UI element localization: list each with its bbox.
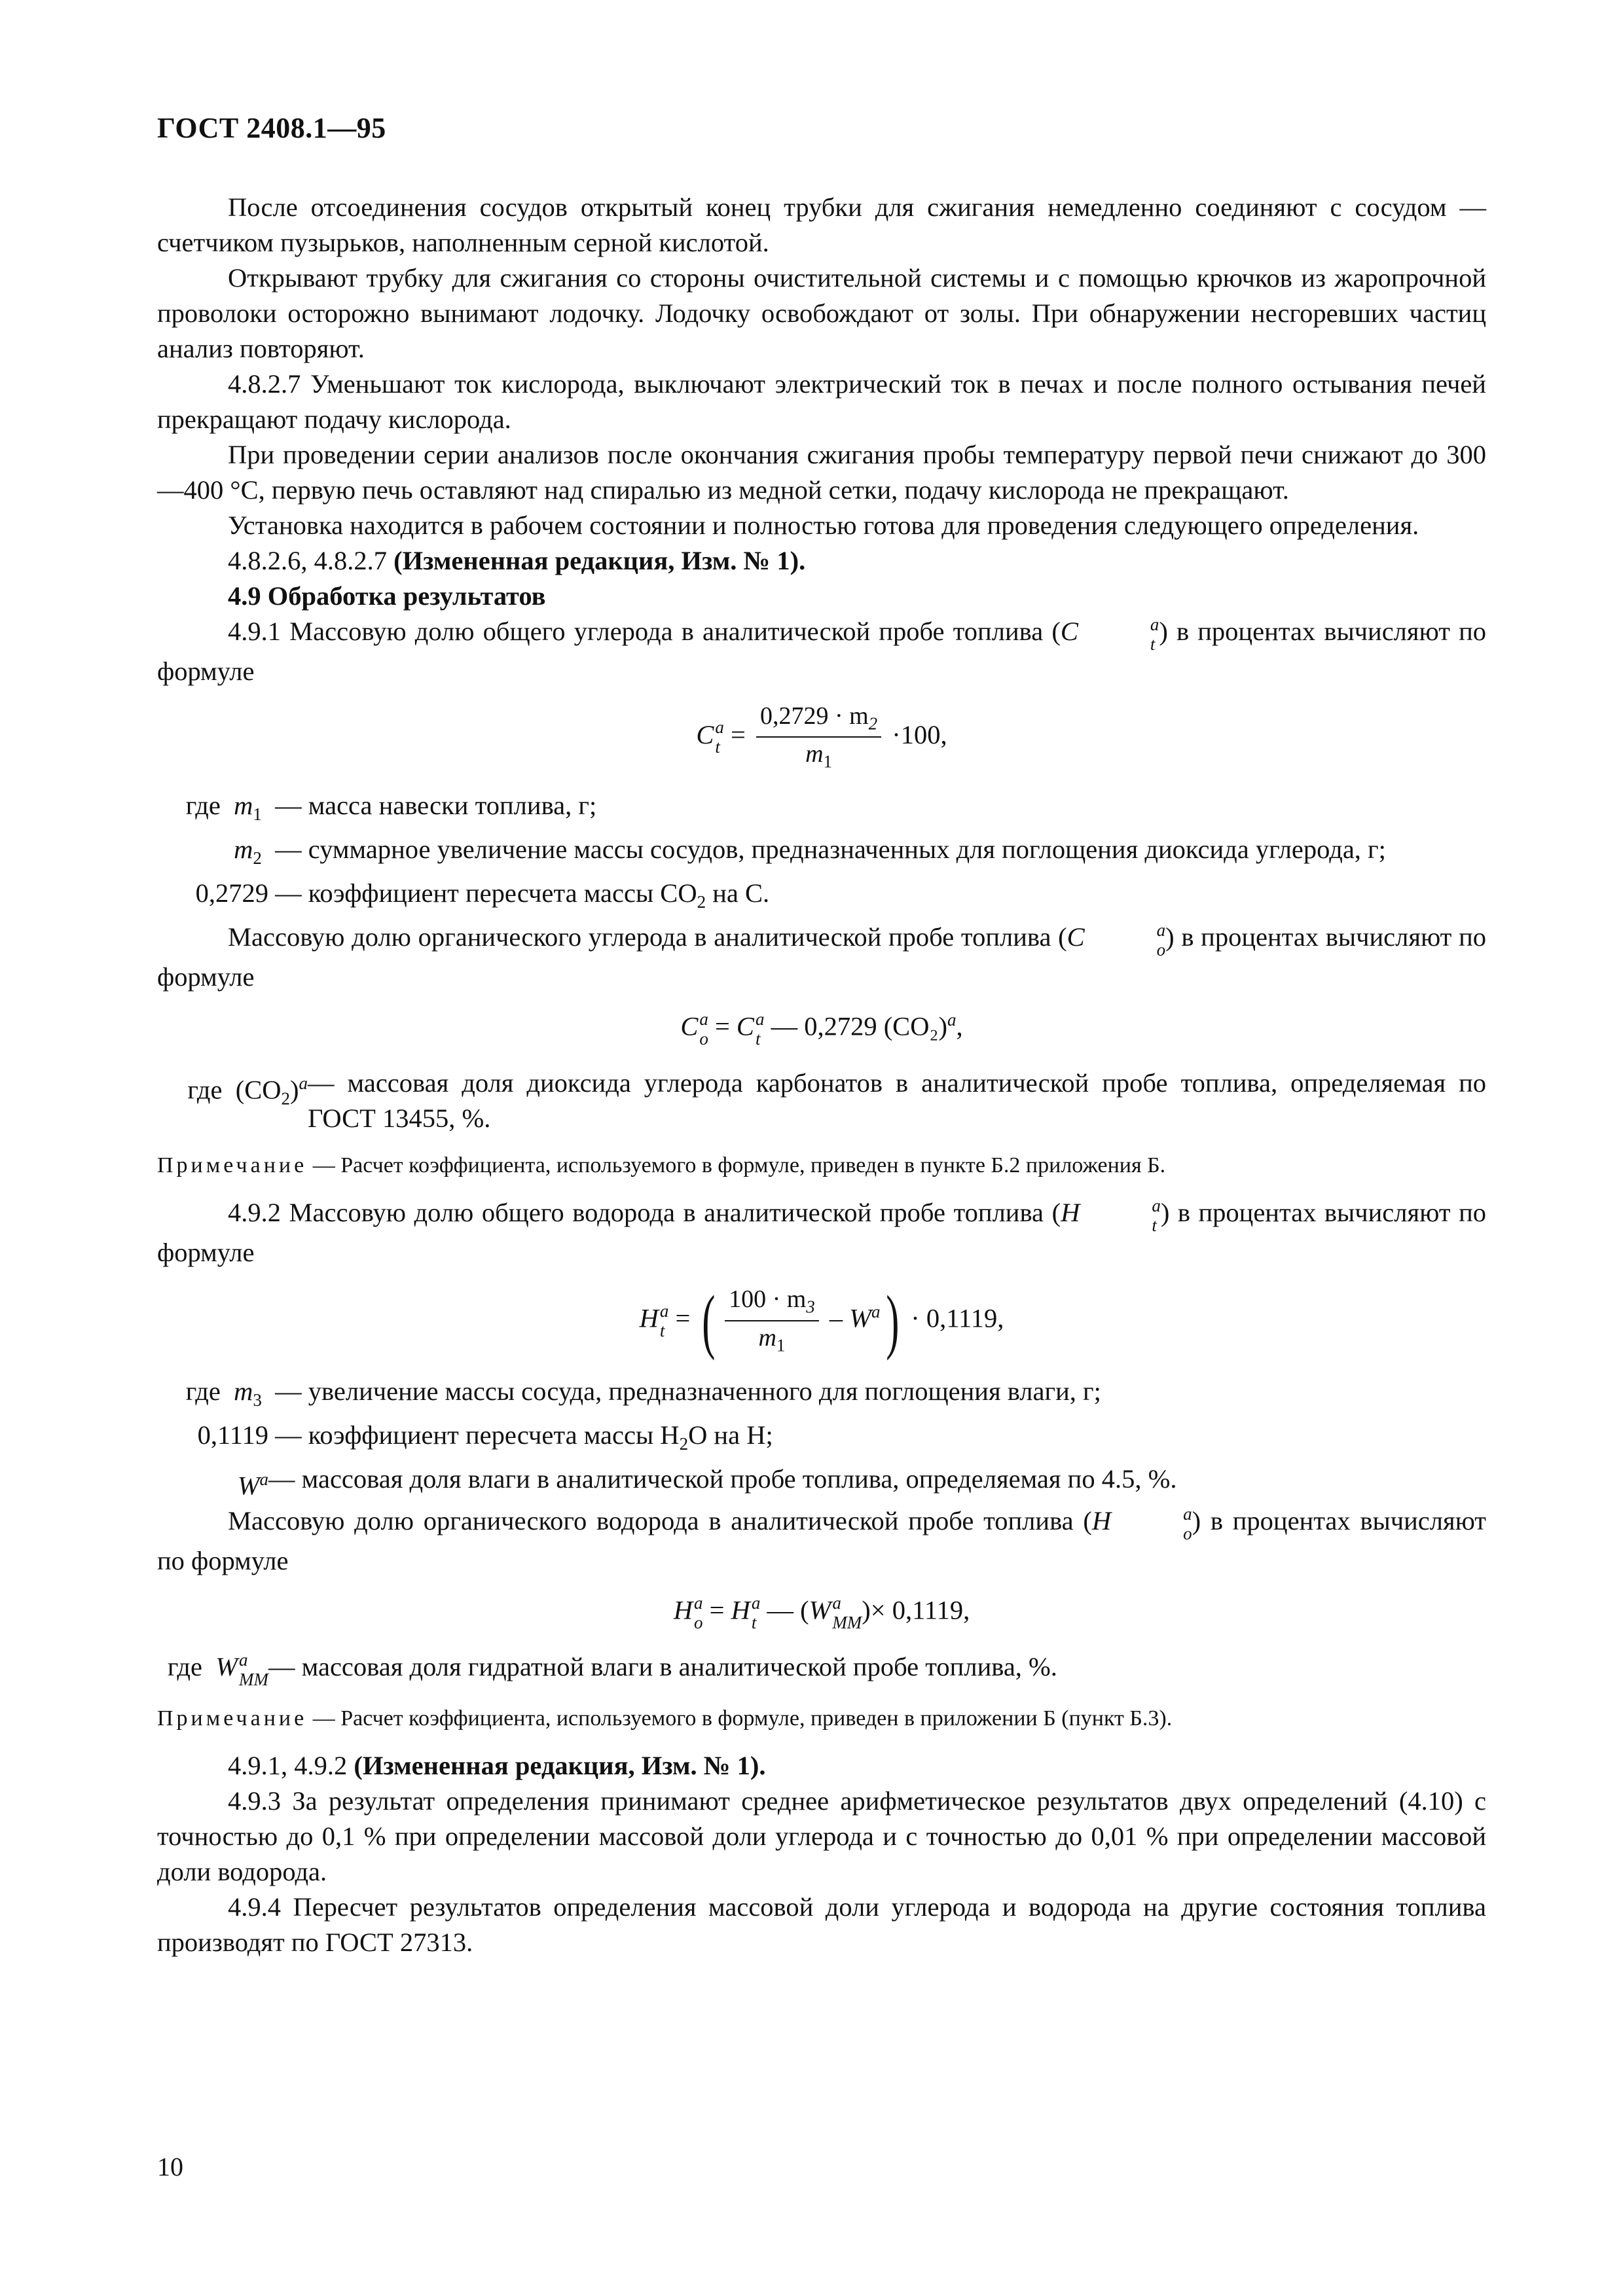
formula-organic-hydrogen: H a o = H a t — (W a MM )× 0,1119, — [673, 1592, 970, 1632]
definitions-list: где $m_3$ — увеличение массы сосуда, предназначенного для поглощения влаги, г; 0,1119 — коэффициент пересчета массы $H_2O$ на H; $W^a$ — массовая доля влаги в аналитической пробе топлива, определяемая по 4.5, %. — [185, 1376, 1177, 1501]
paragraph: Массовую долю органического водорода в аналитической пробе топлива (H a o ) в процентах вычисляют по формуле — [157, 1503, 1487, 1575]
note: Примечание — Расчет коэффициента, используемого в формуле, приведен в приложении Б (пункт Б.3). — [157, 1706, 1173, 1731]
formula-organic-carbon: C a o = C a t — 0,2729 $(CO_2)^a$, — [680, 1009, 963, 1049]
formula-total-hydrogen: H a t = ( $\frac{100 \cdot m_3}{m_1}$ – $W^a) \cdot 0,1119$, — [639, 1280, 1004, 1361]
paragraph: 4.9.3 За результат определения принимают среднее арифметическое результатов двух определений (4.10) с точностью до 0,1 % при определении массовой доли углерода и с точностью до 0,01 % при определении массовой доли водорода. — [157, 1785, 1486, 1886]
amendment-note: 4.9.1, 4.9.2 (Измененная редакция, Изм. № 1). — [228, 1750, 766, 1780]
paragraph: 4.9.1 Массовую долю общего углерода в аналитической пробе топлива (C a t ) в процентах вычисляют по формуле — [157, 614, 1487, 686]
paragraph: При проведении серии анализов после окончания сжигания пробы температуру первой печи снижают до 300—400 °С, первую печь оставляют над спиралью из медной сетки, подачу кислорода не прекращают. — [157, 440, 1486, 505]
page-number: 10 — [157, 2152, 183, 2181]
section-heading: 4.9 Обработка результатов — [228, 581, 546, 611]
paragraph: 4.9.4 Пересчет результатов определения массовой доли углерода и водорода на другие состояния топлива производят по ГОСТ 27313. — [157, 1892, 1486, 1957]
document-header: ГОСТ 2408.1—95 — [157, 112, 386, 144]
definitions-list: где $(CO_2)^a$ — массовая доля диоксида углерода карбонатов в аналитической пробе топлива, определяемая по ГОСТ 13455, %. — [187, 1067, 1486, 1133]
paragraph: 4.8.2.7 Уменьшают ток кислорода, выключают электрический ток в печах и после полного остывания печей прекращают подачу кислорода. — [157, 369, 1486, 434]
paragraph: Открывают трубку для сжигания со стороны очистительной системы и с помощью крючков из жаропрочной проволоки осторожно вынимают лодочку. Лодочку освобождают от золы. При обнаружении несгоревших частиц анализ повторяют. — [157, 263, 1486, 363]
paragraph: Массовую долю органического углерода в аналитической пробе топлива (C a o ) в процентах вычисляют по формуле — [157, 920, 1486, 992]
paragraph: После отсоединения сосудов открытый конец трубки для сжигания немедленно соединяют с сосудом — счетчиком пузырьков, наполненным серной кислотой. — [157, 192, 1486, 257]
definitions-list: где $m_1$ — масса навески топлива, г; $m_2$ — суммарное увеличение массы сосудов, предназначенных для поглощения диоксида углерода, г; 0,2729 — коэффициент пересчета массы $CO_2$ на С. — [185, 790, 1386, 912]
paragraph: 4.9.2 Массовую долю общего водорода в аналитической пробе топлива (H a t ) в процентах вычисляют по формуле — [157, 1195, 1486, 1267]
amendment-note: 4.8.2.6, 4.8.2.7 (Измененная редакция, Изм. № 1). — [228, 546, 806, 575]
page-body — [157, 190, 1486, 1960]
note: Примечание — Расчет коэффициента, используемого в формуле, приведен в пункте Б.2 приложения Б. — [157, 1153, 1166, 1177]
definitions-list: где W a MM — массовая доля гидратной влаги в аналитической пробе топлива, %. — [167, 1649, 1057, 1689]
formula-total-carbon: C a t = $\frac{0,2729 \cdot m_2}{m_1}$ ·100, — [696, 702, 947, 772]
paragraph: Установка находится в рабочем состоянии и полностью готова для проведения следующего определения. — [228, 511, 1419, 540]
